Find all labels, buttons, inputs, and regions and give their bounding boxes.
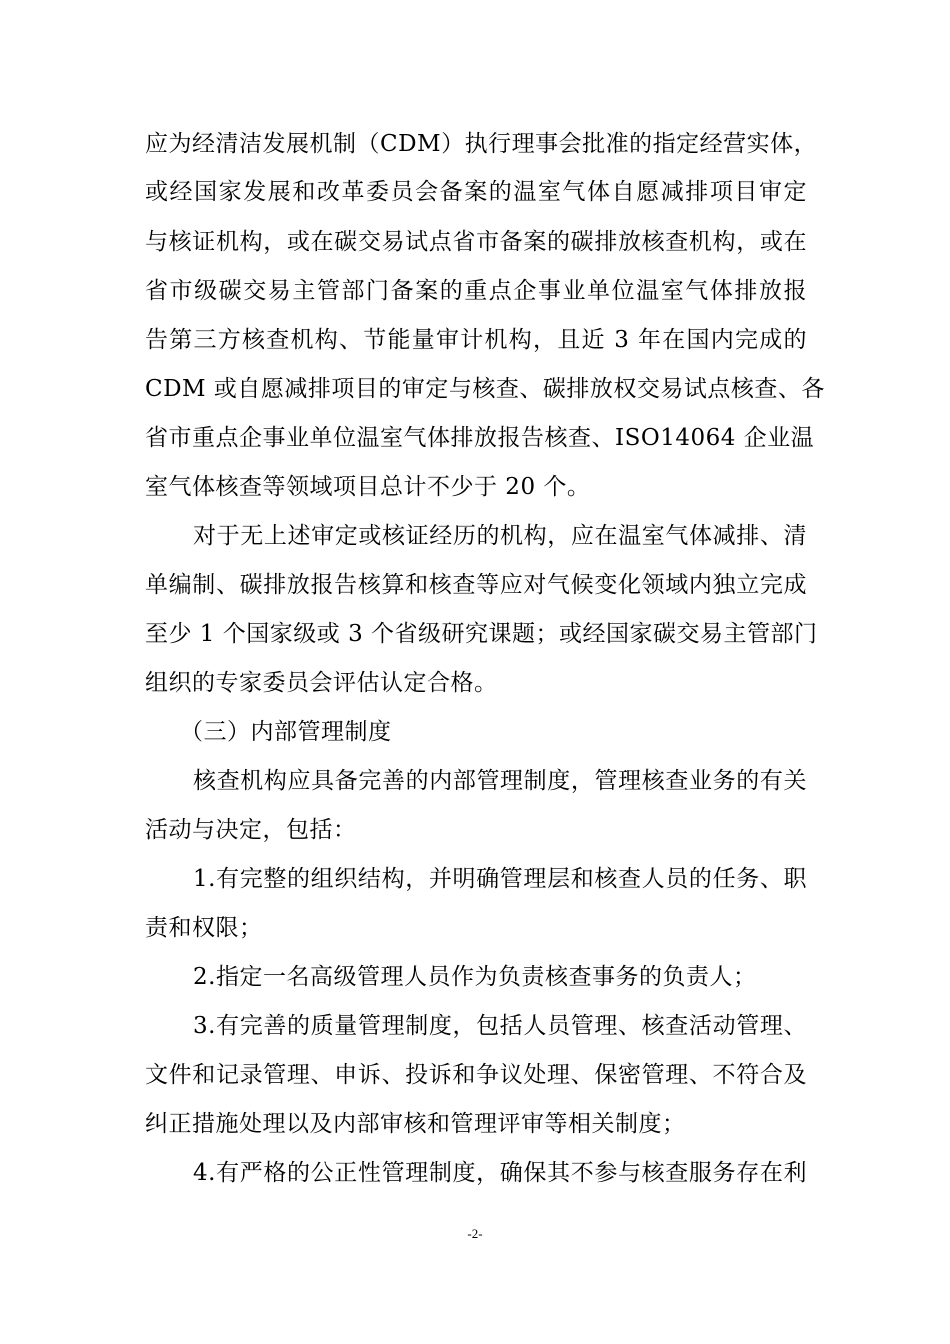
paragraph-1-line-7: 省市重点企事业单位温室气体排放报告核查、ISO14064 企业温: [145, 425, 815, 451]
paragraph-1-line-2: 或经国家发展和改革委员会备案的温室气体自愿减排项目审定: [145, 179, 807, 205]
list-item-2: 2.指定一名高级管理人员作为负责核查事务的负责人；: [193, 964, 757, 990]
paragraph-1-line-8: 室气体核查等领域项目总计不少于 20 个。: [145, 474, 591, 500]
list-item-1-line-1: 1.有完整的组织结构，并明确管理层和核查人员的任务、职: [193, 866, 807, 892]
paragraph-2-line-1: 对于无上述审定或核证经历的机构，应在温室气体减排、清: [193, 523, 807, 549]
section-heading: （三）内部管理制度: [180, 719, 392, 745]
list-item-4-line-1: 4.有严格的公正性管理制度，确保其不参与核查服务存在利: [193, 1160, 807, 1186]
list-item-3-line-1: 3.有完善的质量管理制度，包括人员管理、核查活动管理、: [193, 1013, 807, 1039]
list-item-3-line-2: 文件和记录管理、申诉、投诉和争议处理、保密管理、不符合及: [145, 1062, 807, 1088]
paragraph-1-line-4: 省市级碳交易主管部门备案的重点企事业单位温室气体排放报: [145, 278, 807, 304]
paragraph-2-line-3: 至少 1 个国家级或 3 个省级研究课题；或经国家碳交易主管部门: [145, 621, 818, 647]
paragraph-3-line-2: 活动与决定，包括：: [145, 817, 357, 843]
paragraph-3-line-1: 核查机构应具备完善的内部管理制度，管理核查业务的有关: [193, 768, 807, 794]
paragraph-1-line-3: 与核证机构，或在碳交易试点省市备案的碳排放核查机构，或在: [145, 229, 807, 255]
paragraph-1-line-5: 告第三方核查机构、节能量审计机构，且近 3 年在国内完成的: [145, 327, 807, 353]
paragraph-2-line-2: 单编制、碳排放报告核算和核查等应对气候变化领域内独立完成: [145, 572, 807, 598]
paragraph-1-line-6: CDM 或自愿减排项目的审定与核查、碳排放权交易试点核查、各: [145, 376, 825, 402]
paragraph-2-line-4: 组织的专家委员会评估认定合格。: [145, 670, 498, 696]
page-number: -2-: [467, 1226, 483, 1241]
paragraph-1-line-1: 应为经清洁发展机制（CDM）执行理事会批准的指定经营实体，: [145, 131, 818, 157]
list-item-3-line-3: 纠正措施处理以及内部审核和管理评审等相关制度；: [145, 1111, 686, 1137]
list-item-1-line-2: 责和权限；: [145, 915, 263, 941]
